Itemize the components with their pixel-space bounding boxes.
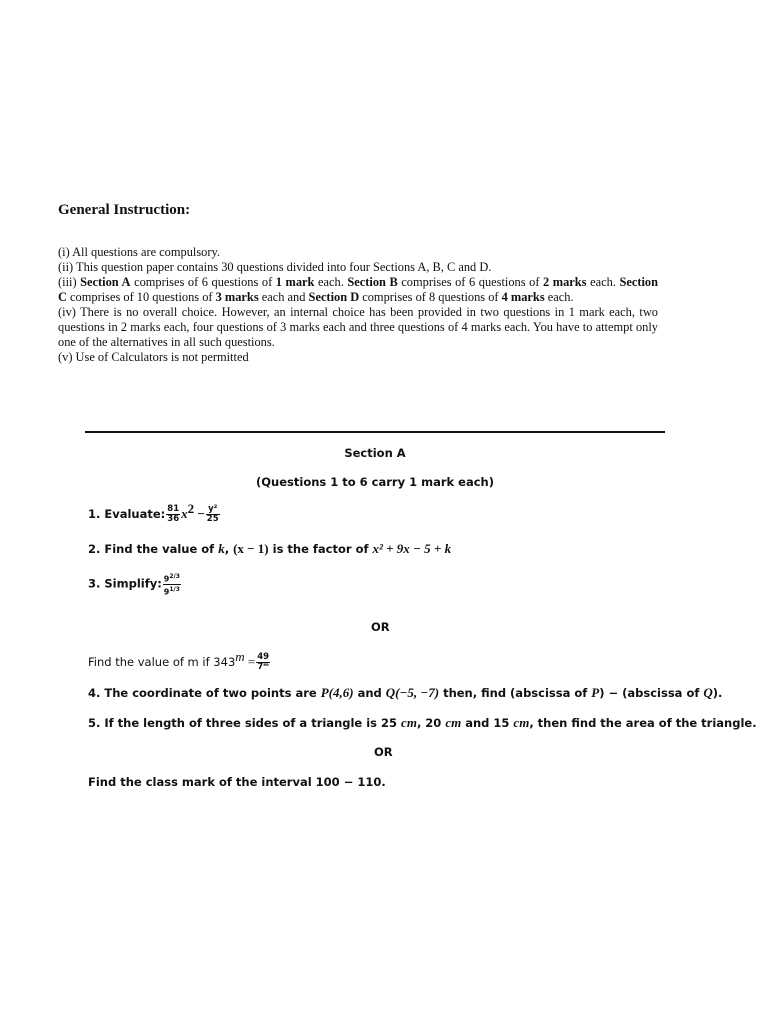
instruction-3-text: each and xyxy=(258,290,309,304)
question-3 xyxy=(88,572,182,596)
math-unit: cm xyxy=(513,715,530,730)
fraction-numerator xyxy=(163,572,181,585)
question-5-label: 5. If the length of three sides of a triangle is 25 xyxy=(88,716,402,730)
fraction-numerator: 49 xyxy=(257,651,270,662)
question-4-text: ). xyxy=(712,686,723,700)
or-separator: OR xyxy=(371,620,390,634)
instruction-4: (iv) There is no overall choice. However, an internal choice has been provided in two questions in 1 mark each, two questions in 2 marks each, four questions of 3 marks each and three questions of 4 marks each. You have to attempt only one of the alternatives in all such questions. xyxy=(58,305,658,349)
instruction-3 xyxy=(58,275,658,305)
section-title: Section A xyxy=(344,446,406,460)
base: 9 xyxy=(163,574,170,584)
instruction-3-text: each. xyxy=(314,275,348,289)
instruction-3-bold: Section D xyxy=(308,290,360,304)
instruction-3-bold: 3 marks xyxy=(215,290,259,304)
math-variable: Q xyxy=(703,685,713,700)
math-unit: cm xyxy=(401,715,417,730)
question-4-text: and xyxy=(353,686,386,700)
base: 9 xyxy=(163,587,170,597)
question-4-text: ) − (abscissa of xyxy=(599,686,704,700)
fraction-49-7m xyxy=(256,653,270,672)
instruction-3-text: each. xyxy=(586,275,620,289)
instruction-3-bold: 4 marks xyxy=(501,290,545,304)
question-4-label: 4. The coordinate of two points are xyxy=(88,686,321,700)
exponent: 2/3 xyxy=(169,573,180,580)
math-expression: (x − 1) xyxy=(233,541,269,556)
instruction-2: (ii) This question paper contains 30 questions divided into four Sections A, B, C and D. xyxy=(58,260,492,274)
math-unit: cm xyxy=(445,715,462,730)
exponent: 1/3 xyxy=(169,585,180,593)
instruction-3-text: comprises of 6 questions of xyxy=(130,275,276,289)
question-5-alternative: Find the class mark of the interval 100 − 110. xyxy=(88,775,386,789)
math-point: Q(−5, −7) xyxy=(385,685,440,700)
question-1-label: 1. Evaluate: xyxy=(88,506,166,521)
fraction-numerator: y² xyxy=(206,505,220,515)
instruction-3-text: comprises of 10 questions of xyxy=(66,290,216,304)
section-divider xyxy=(85,431,665,433)
instruction-3-text: comprises of 8 questions of xyxy=(359,290,502,304)
section-subtitle: (Questions 1 to 6 carry 1 mark each) xyxy=(256,475,494,489)
math-variable: k xyxy=(218,541,225,556)
math-point: P(4,6) xyxy=(320,685,354,700)
fraction-numerator: 81 xyxy=(167,503,180,514)
instructions-title: General Instruction: xyxy=(58,202,191,218)
instruction-3-text: each. xyxy=(544,290,574,304)
or-separator: OR xyxy=(374,745,393,759)
math-exponent: 2 xyxy=(187,501,195,516)
question-3-alt-label: Find the value of m if 343 xyxy=(88,654,236,669)
instruction-3-bold: 2 marks xyxy=(543,275,587,289)
fraction-denominator: 7ᵐ xyxy=(257,661,269,672)
fraction-denominator: 25 xyxy=(206,513,219,524)
question-3-alternative xyxy=(88,649,271,672)
question-5 xyxy=(88,715,757,731)
math-variable: x xyxy=(181,505,188,521)
question-4-text: then, find (abscissa of xyxy=(439,686,592,700)
math-expression: x² + 9x − 5 + k xyxy=(372,541,452,556)
question-5-text: , 20 xyxy=(416,716,446,730)
question-4 xyxy=(88,685,722,701)
math-operator: = xyxy=(244,653,256,669)
math-variable: P xyxy=(591,685,600,700)
instruction-3-text: comprises of 6 questions of xyxy=(397,275,544,289)
question-2-label: 2. Find the value of xyxy=(88,542,219,556)
instruction-3-bold: 1 mark xyxy=(275,275,315,289)
general-instructions xyxy=(58,202,658,365)
fraction-simplify xyxy=(163,572,181,596)
fraction-denominator: 36 xyxy=(167,513,180,524)
question-2-text: , xyxy=(224,542,234,556)
question-2 xyxy=(88,541,451,557)
instruction-3-text: (iii) xyxy=(58,275,81,289)
math-exponent: m xyxy=(235,649,245,664)
instruction-1: (i) All questions are compulsory. xyxy=(58,245,220,259)
fraction-81-36 xyxy=(166,505,180,524)
question-5-text: , then find the area of the triangle. xyxy=(529,716,757,730)
question-2-text: is the factor of xyxy=(268,542,373,556)
instruction-3-bold: Section B xyxy=(347,275,398,289)
instruction-3-bold: Section C xyxy=(58,275,658,304)
instruction-5: (v) Use of Calculators is not permitted xyxy=(58,350,249,364)
math-operator: − xyxy=(194,505,205,521)
question-5-text: and 15 xyxy=(461,716,514,730)
fraction-denominator xyxy=(163,585,181,597)
question-3-label: 3. Simplify: xyxy=(88,576,162,591)
instructions-body xyxy=(58,245,658,365)
question-1 xyxy=(88,501,221,524)
instruction-3-bold: Section A xyxy=(80,275,131,289)
fraction-y2-25 xyxy=(206,505,220,524)
